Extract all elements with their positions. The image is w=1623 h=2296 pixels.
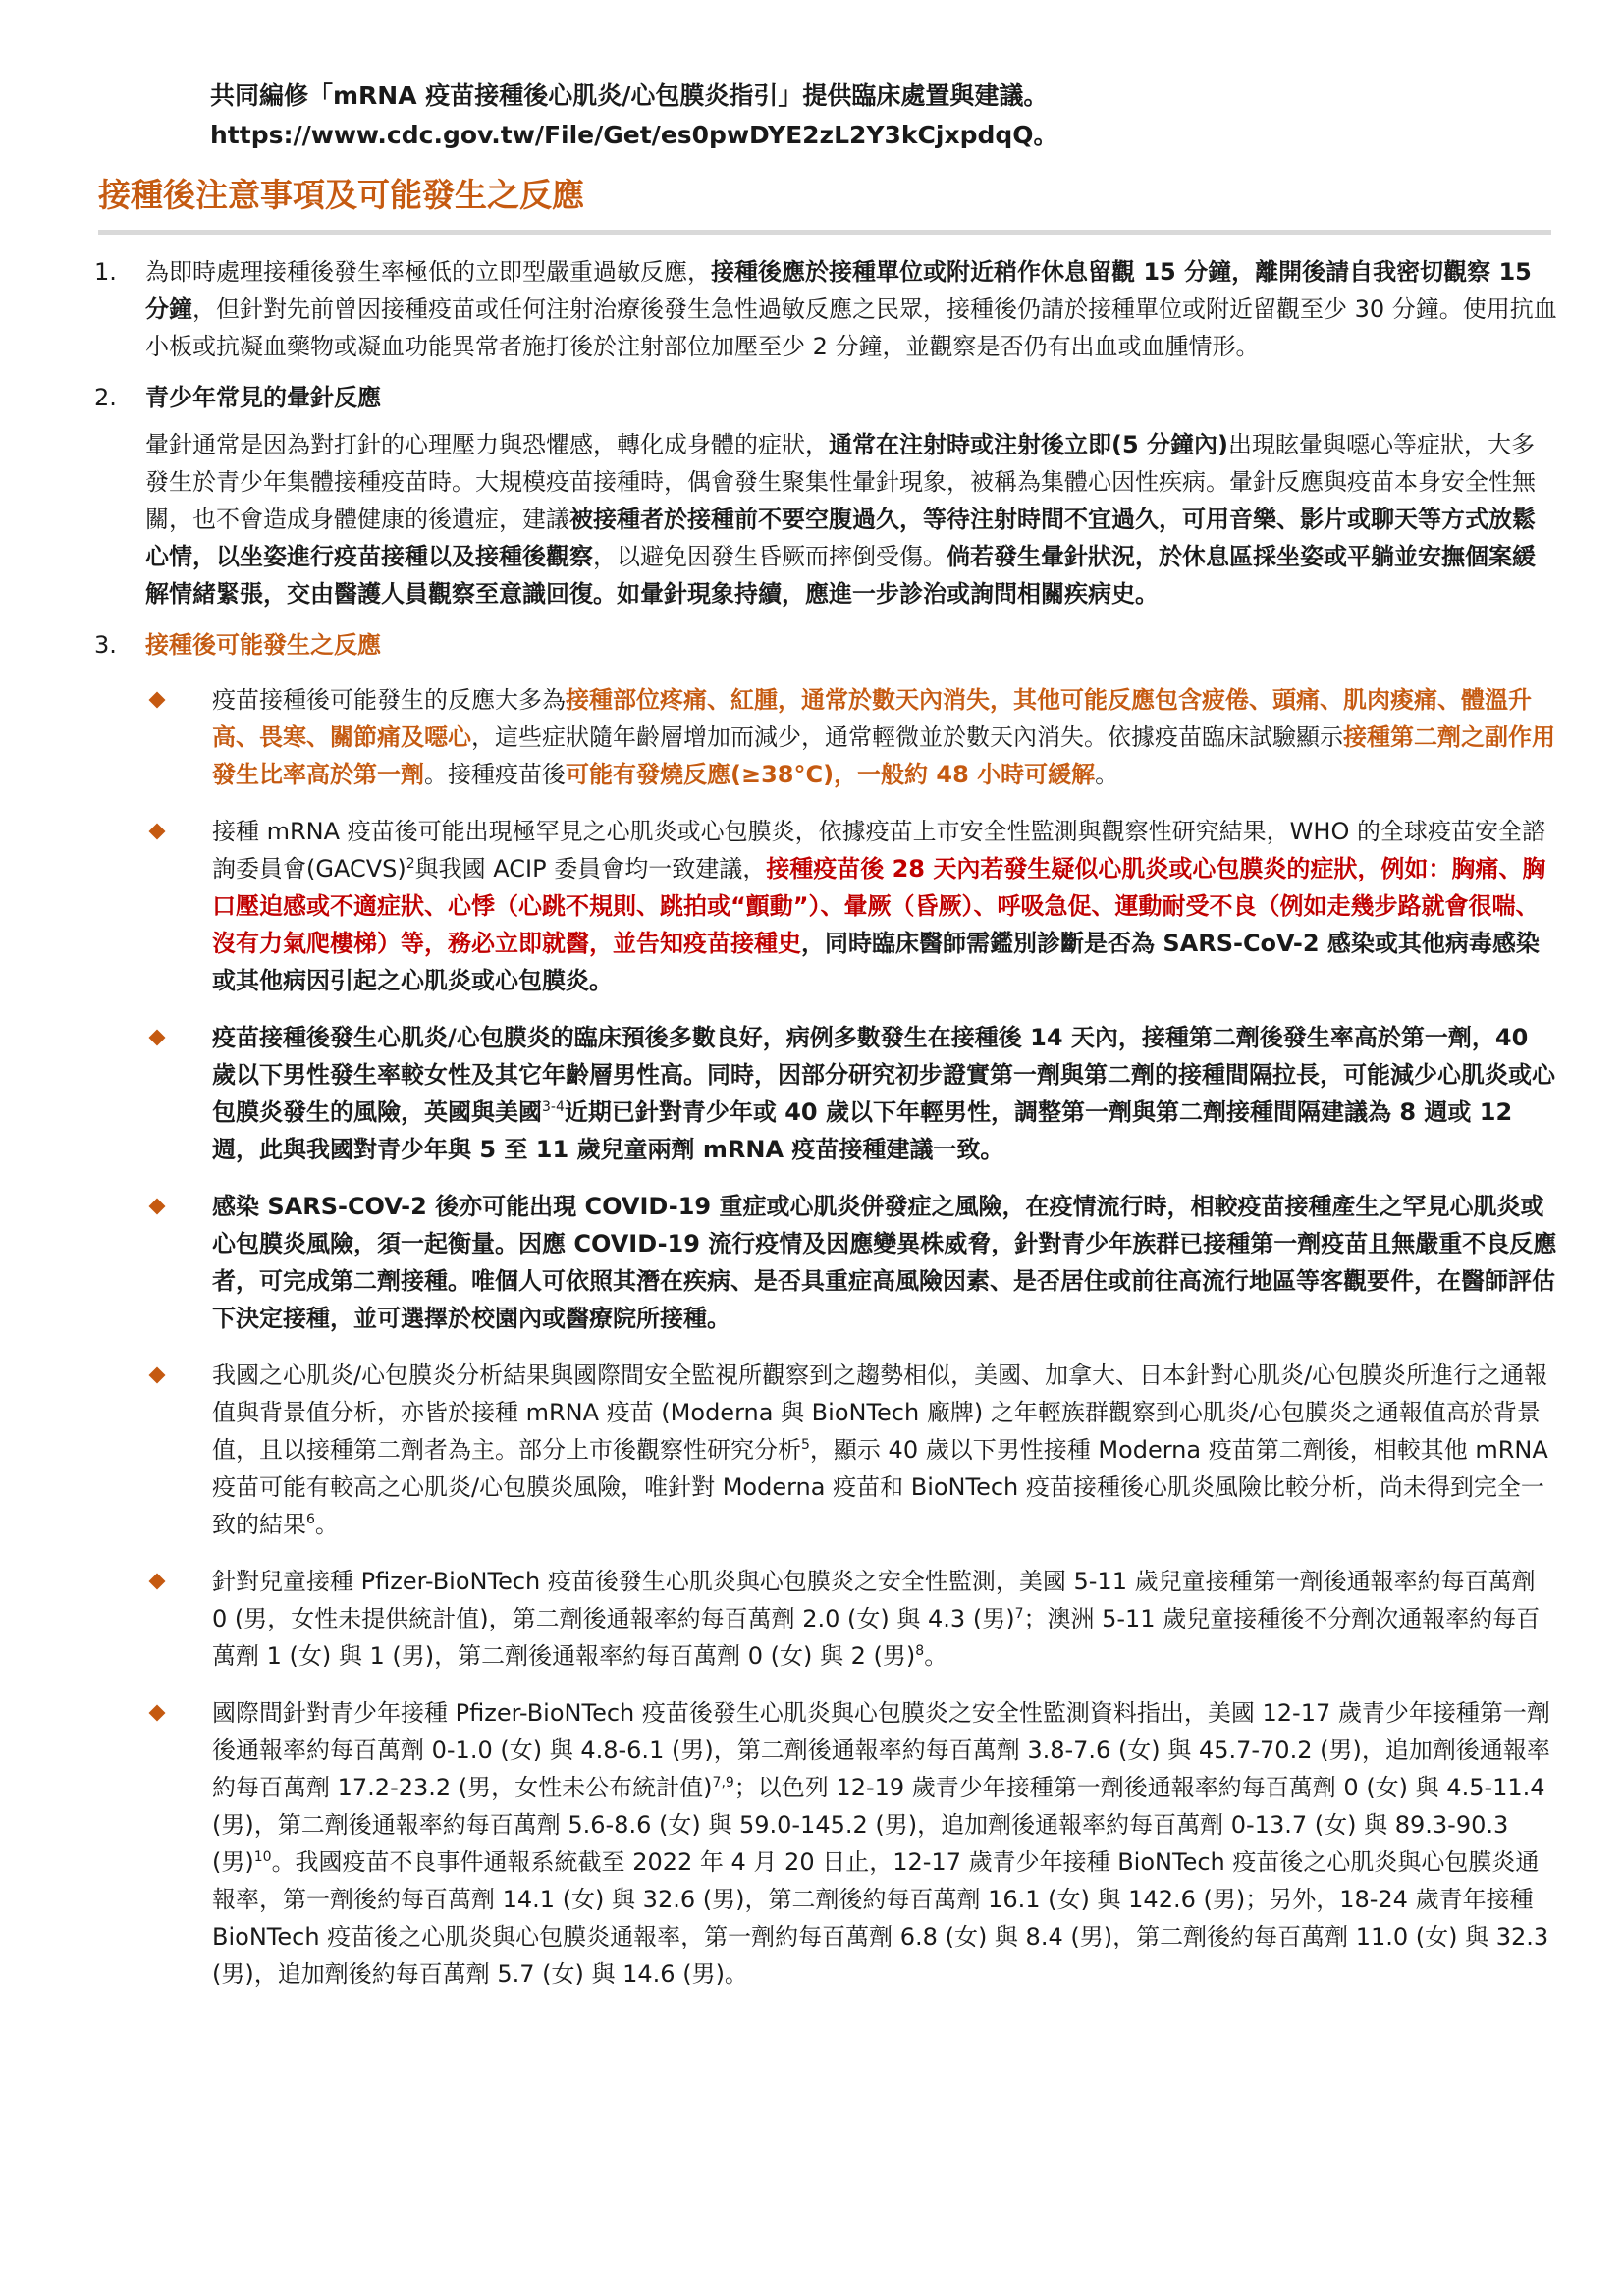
item-number: 2.: [94, 384, 117, 411]
list-item-3: [94, 626, 1557, 664]
guideline-url[interactable]: https://www.cdc.gov.tw/File/Get/es0pwDYE2zL2Y3kCjxpdqQ: [210, 121, 1034, 149]
item-number: 3.: [94, 631, 117, 659]
bullet-item: 針對兒童接種 Pfizer-BioNTech 疫苗後發生心肌炎與心包膜炎之安全性監測，美國 5-11 歲兒童接種第一劑後通報率約每百萬劑 0 (男，女性未提供統計值)，第二劑後通報率約每百萬劑 2.0 (女) 與 4.3 (男)$^7$；澳洲 5-11 歲兒童接種後不分劑次通報率約每百萬劑 1 (女) 與 1 (男)，第二劑後通報率約每百萬劑 0 (女) 與 2 (男)$^8$。: [145, 1563, 1557, 1675]
intro-line: 共同編修「mRNA 疫苗接種後心肌炎/心包膜炎指引」提供臨床處置與建議。: [210, 81, 1049, 110]
bullet-list: [145, 681, 1557, 1993]
item-heading: 接種後可能發生之反應: [145, 631, 381, 659]
intro-text: [210, 77, 1555, 155]
diamond-bullet-icon: [149, 1574, 166, 1590]
item-number: 1.: [94, 258, 117, 286]
diamond-bullet-icon: [149, 1367, 166, 1384]
diamond-bullet-icon: [149, 1199, 166, 1215]
list-item-1: 1. 為即時處理接種後發生率極低的立即型嚴重過敏反應，接種後應於接種單位或附近稍作休息留觀 15 分鐘，離開後請自我密切觀察 15 分鐘，但針對先前曾因接種疫苗或任何注射治療後發生急性過敏反應之民眾，接種後仍請於接種單位或附近留觀至少 30 分鐘。使用抗血小板或抗凝血藥物或凝血功能異常者施打後於注射部位加壓至少 2 分鐘，並觀察是否仍有出血或血腫情形。: [94, 253, 1557, 365]
item-heading: 青少年常見的暈針反應: [145, 384, 381, 411]
diamond-bullet-icon: [149, 1030, 166, 1046]
bullet-item: 我國之心肌炎/心包膜炎分析結果與國際間安全監視所觀察到之趨勢相似，美國、加拿大、日本針對心肌炎/心包膜炎所進行之通報值與背景值分析，亦皆於接種 mRNA 疫苗 (Moderna 與 BioNTech 廠牌) 之年輕族群觀察到心肌炎/心包膜炎之通報值高於背景值，且以接種第二劑者為主。部分上市後觀察性研究分析$^5$，顯示 40 歲以下男性接種 Moderna 疫苗第二劑後，相較其他 mRNA 疫苗可能有較高之心肌炎/心包膜炎風險，唯針對 Moderna 疫苗和 BioNTech 疫苗接種後心肌炎風險比較分析，尚未得到完全一致的結果$^6$。: [145, 1357, 1557, 1543]
bullet-item: 國際間針對青少年接種 Pfizer-BioNTech 疫苗後發生心肌炎與心包膜炎之安全性監測資料指出，美國 12-17 歲青少年接種第一劑後通報率約每百萬劑 0-1.0 (女) 與 4.8-6.1 (男)，第二劑後通報率約每百萬劑 3.8-7.6 (女) 與 45.7-70.2 (男)，追加劑後通報率約每百萬劑 17.2-23.2 (男，女性未公布統計值)$^{7,9}$；以色列 12-19 歲青少年接種第一劑後通報率約每百萬劑 0 (女) 與 4.5-11.4 (男)，第二劑後通報率約每百萬劑 5.6-8.6 (女) 與 59.0-145.2 (男)，追加劑後通報率約每百萬劑 0-13.7 (女) 與 89.3-90.3 (男)$^{10}$。我國疫苗不良事件通報系統截至 2022 年 4 月 20 日止，12-17 歲青少年接種 BioNTech 疫苗後之心肌炎與心包膜炎通報率，第一劑後約每百萬劑 14.1 (女) 與 32.6 (男)，第二劑後約每百萬劑 16.1 (女) 與 142.6 (男)；另外，18-24 歲青年接種 BioNTech 疫苗後之心肌炎與心包膜炎通報率，第一劑約每百萬劑 6.8 (女) 與 8.4 (男)，第二劑後約每百萬劑 11.0 (女) 與 32.3 (男)，追加劑後約每百萬劑 5.7 (女) 與 14.6 (男)。: [145, 1694, 1557, 1993]
intro-url-line: https://www.cdc.gov.tw/File/Get/es0pwDYE2zL2Y3kCjxpdqQ。: [210, 121, 1058, 149]
bullet-item: 感染 SARS-COV-2 後亦可能出現 COVID-19 重症或心肌炎併發症之風險，在疫情流行時，相較疫苗接種產生之罕見心肌炎或心包膜炎風險，須一起衡量。因應 COVID-19 流行疫情及因應變異株威脅，針對青少年族群已接種第一劑疫苗且無嚴重不良反應者，可完成第二劑接種。唯個人可依照其潛在疾病、是否具重症高風險因素、是否居住或前往高流行地區等客觀要件，在醫師評估下決定接種，並可選擇於校園內或醫療院所接種。: [145, 1188, 1557, 1337]
list-item-2: [94, 379, 1557, 416]
section-title: 接種後注意事項及可能發生之反應: [98, 173, 1551, 235]
bullet-item: 疫苗接種後發生心肌炎/心包膜炎的臨床預後多數良好，病例多數發生在接種後 14 天內，接種第二劑後發生率高於第一劑，40 歲以下男性發生率較女性及其它年齡層男性高。同時，因部分研究初步證實第一劑與第二劑的接種間隔拉長，可能減少心肌炎或心包膜炎發生的風險，英國與美國$^{3-4}$近期已針對青少年或 40 歲以下年輕男性，調整第一劑與第二劑接種間隔建議為 8 週或 12 週，此與我國對青少年與 5 至 11 歲兒童兩劑 mRNA 疫苗接種建議一致。: [145, 1019, 1557, 1168]
bullet-item: 接種 mRNA 疫苗後可能出現極罕見之心肌炎或心包膜炎，依據疫苗上市安全性監測與觀察性研究結果，WHO 的全球疫苗安全諮詢委員會(GACVS)$^2$與我國 ACIP 委員會均一致建議，接種疫苗後 28 天內若發生疑似心肌炎或心包膜炎的症狀，例如：胸痛、胸口壓迫感或不適症狀、心悸（心跳不規則、跳拍或“顫動”）、暈厥（昏厥）、呼吸急促、運動耐受不良（例如走幾步路就會很喘、沒有力氣爬樓梯）等，務必立即就醫，並告知疫苗接種史，同時臨床醫師需鑑別診斷是否為 SARS-CoV-2 感染或其他病毒感染或其他病因引起之心肌炎或心包膜炎。: [145, 813, 1557, 999]
document-body: [94, 253, 1557, 2012]
diamond-bullet-icon: [149, 692, 166, 709]
diamond-bullet-icon: [149, 1705, 166, 1722]
bullet-item: 疫苗接種後可能發生的反應大多為接種部位疼痛、紅腫，通常於數天內消失，其他可能反應包含疲倦、頭痛、肌肉痠痛、體溫升高、畏寒、關節痛及噁心，這些症狀隨年齡層增加而減少，通常輕微並於數天內消失。依據疫苗臨床試驗顯示接種第二劑之副作用發生比率高於第一劑。接種疫苗後可能有發燒反應(≥38°C)，一般約 48 小時可緩解。: [145, 681, 1557, 793]
diamond-bullet-icon: [149, 824, 166, 840]
paragraph-fainting: 暈針通常是因為對打針的心理壓力與恐懼感，轉化成身體的症狀，通常在注射時或注射後立即(5 分鐘內)出現眩暈與噁心等症狀，大多發生於青少年集體接種疫苗時。大規模疫苗接種時，偶會發生聚集性暈針現象，被稱為集體心因性疾病。暈針反應與疫苗本身安全性無關，也不會造成身體健康的後遺症，建議被接種者於接種前不要空腹過久，等待注射時間不宜過久，可用音樂、影片或聊天等方式放鬆心情，以坐姿進行疫苗接種以及接種後觀察，以避免因發生昏厥而摔倒受傷。倘若發生暈針狀況，於休息區採坐姿或平躺並安撫個案緩解情緒緊張，交由醫護人員觀察至意識回復。如暈針現象持續，應進一步診治或詢問相關疾病史。: [145, 431, 1536, 608]
